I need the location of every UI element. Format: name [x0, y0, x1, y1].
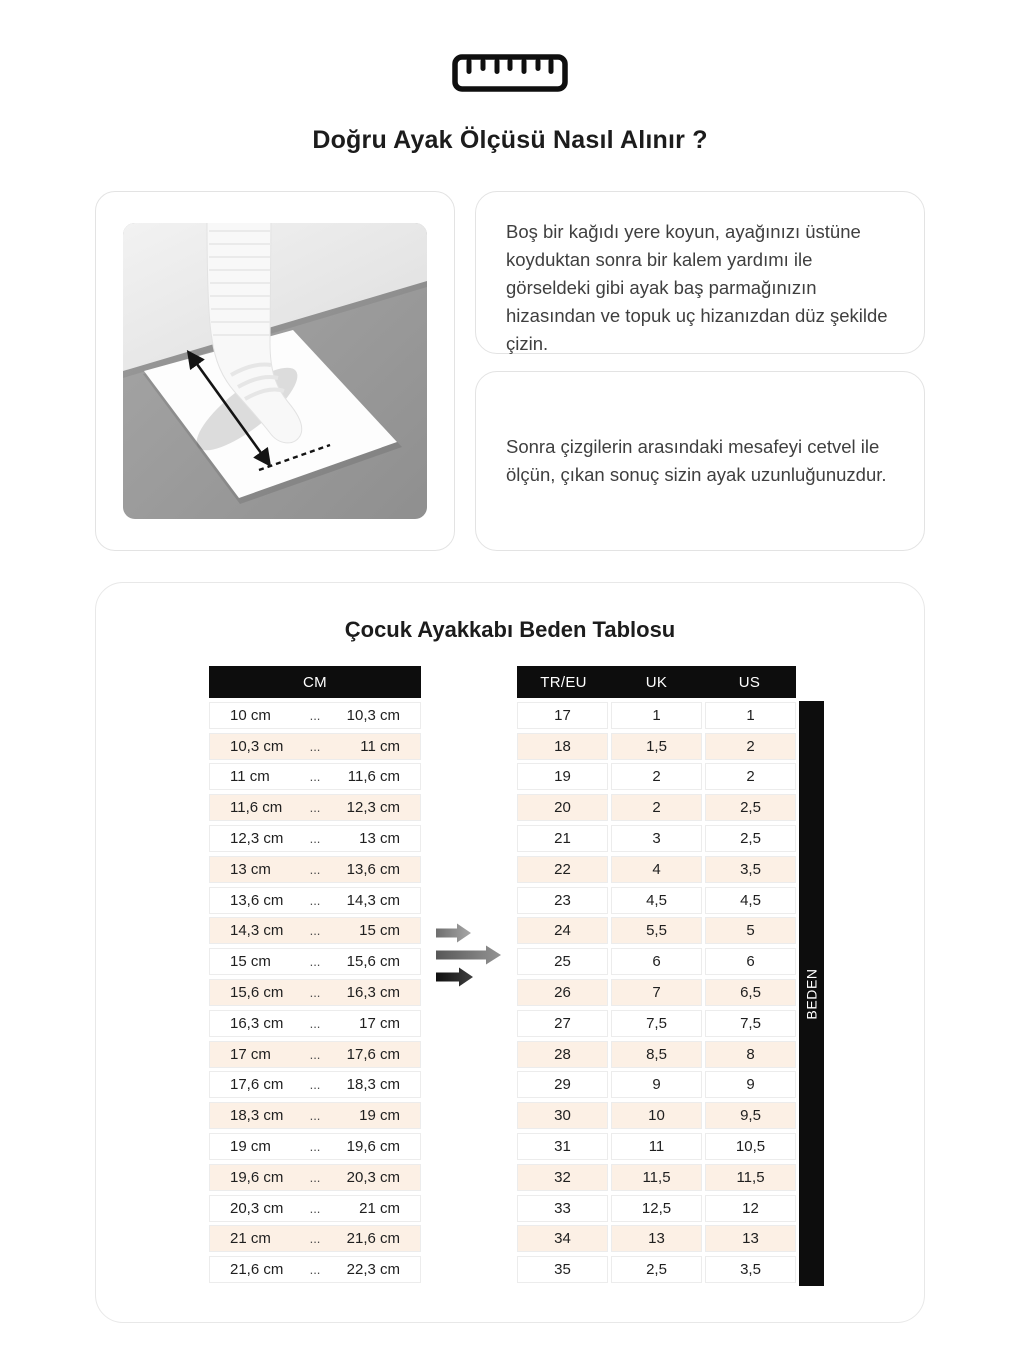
range-dots: ... — [309, 1169, 321, 1185]
cm-to-value: 15 cm — [359, 922, 400, 940]
cm-range-row — [209, 1164, 421, 1191]
size-col-treu: TR/EU — [540, 673, 587, 691]
size-col-us: US — [738, 673, 761, 691]
cm-to-value: 12,3 cm — [346, 799, 400, 817]
us-size-value: 6 — [705, 948, 796, 975]
cm-range-row — [209, 1225, 421, 1252]
size-table-row — [517, 702, 796, 729]
cm-to-value: 21,6 cm — [346, 1230, 400, 1248]
cm-from-value: 16,3 cm — [230, 1014, 284, 1032]
cm-range-row — [209, 1010, 421, 1037]
size-table-row — [517, 1071, 796, 1098]
range-dots: ... — [309, 984, 321, 1000]
uk-size-value: 10 — [611, 1102, 702, 1129]
beden-side-bar — [799, 701, 824, 1286]
range-dots: ... — [309, 1015, 321, 1031]
page-title: Doğru Ayak Ölçüsü Nasıl Alınır ? — [312, 126, 708, 154]
measurement-instructions-section — [95, 191, 925, 551]
us-size-value: 4,5 — [705, 887, 796, 914]
uk-size-value: 7 — [611, 979, 702, 1006]
us-size-value: 5 — [705, 917, 796, 944]
cm-range-row — [209, 1195, 421, 1222]
cm-from-value: 11 cm — [230, 768, 270, 786]
uk-size-value: 9 — [611, 1071, 702, 1098]
cm-to-value: 16,3 cm — [346, 983, 400, 1001]
treu-size-value: 34 — [517, 1225, 608, 1252]
size-table-row — [517, 856, 796, 883]
cm-range-row — [209, 733, 421, 760]
cm-from-value: 13 cm — [230, 860, 271, 878]
size-table-row — [517, 1225, 796, 1252]
treu-size-value: 24 — [517, 917, 608, 944]
instruction-step-1 — [475, 191, 925, 354]
uk-size-value: 5,5 — [611, 917, 702, 944]
treu-size-value: 18 — [517, 733, 608, 760]
cm-to-value: 19,6 cm — [346, 1137, 400, 1155]
uk-size-value: 8,5 — [611, 1041, 702, 1068]
range-dots: ... — [309, 1046, 321, 1062]
size-table-row — [517, 948, 796, 975]
foot-photo-card — [95, 191, 455, 551]
cm-range-row — [209, 825, 421, 852]
size-table-row — [517, 1041, 796, 1068]
size-tables-row — [96, 666, 924, 1286]
cm-to-value: 15,6 cm — [346, 953, 400, 971]
size-table-row — [517, 887, 796, 914]
cm-to-value: 10,3 cm — [346, 706, 400, 724]
cm-range-row — [209, 1133, 421, 1160]
size-table-row — [517, 763, 796, 790]
treu-size-value: 21 — [517, 825, 608, 852]
cm-range-row — [209, 1071, 421, 1098]
cm-range-row — [209, 1041, 421, 1068]
cm-to-value: 11 cm — [360, 737, 400, 755]
uk-size-value: 3 — [611, 825, 702, 852]
cm-from-value: 11,6 cm — [230, 799, 283, 817]
cm-from-value: 15 cm — [230, 953, 271, 971]
cm-range-row — [209, 979, 421, 1006]
uk-size-value: 7,5 — [611, 1010, 702, 1037]
treu-size-value: 22 — [517, 856, 608, 883]
size-table-row — [517, 917, 796, 944]
range-dots: ... — [309, 892, 321, 908]
treu-size-value: 28 — [517, 1041, 608, 1068]
uk-size-value: 4,5 — [611, 887, 702, 914]
cm-range-table — [209, 666, 421, 1283]
us-size-value: 9,5 — [705, 1102, 796, 1129]
cm-to-value: 19 cm — [359, 1107, 400, 1125]
treu-size-value: 30 — [517, 1102, 608, 1129]
size-table-row — [517, 1164, 796, 1191]
uk-size-value: 11,5 — [611, 1164, 702, 1191]
cm-range-row — [209, 1256, 421, 1283]
treu-size-value: 20 — [517, 794, 608, 821]
treu-size-value: 26 — [517, 979, 608, 1006]
cm-range-row — [209, 887, 421, 914]
range-dots: ... — [309, 738, 321, 754]
size-table-title: Çocuk Ayakkabı Beden Tablosu — [344, 617, 676, 642]
cm-range-row — [209, 856, 421, 883]
treu-size-value: 29 — [517, 1071, 608, 1098]
cm-from-value: 18,3 cm — [230, 1107, 284, 1125]
range-dots: ... — [309, 1108, 321, 1124]
size-table-row — [517, 1195, 796, 1222]
treu-size-value: 33 — [517, 1195, 608, 1222]
shoe-size-table — [517, 666, 796, 1283]
uk-size-value: 2 — [611, 794, 702, 821]
cm-from-value: 14,3 cm — [230, 922, 284, 940]
cm-to-value: 18,3 cm — [346, 1076, 400, 1094]
cm-to-value: 14,3 cm — [346, 891, 400, 909]
ruler-icon — [452, 54, 568, 92]
treu-size-value: 31 — [517, 1133, 608, 1160]
size-table-row — [517, 733, 796, 760]
range-dots: ... — [309, 1231, 321, 1247]
uk-size-value: 11 — [611, 1133, 702, 1160]
us-size-value: 3,5 — [705, 856, 796, 883]
size-table-row — [517, 794, 796, 821]
size-table-body — [517, 702, 796, 1283]
us-size-value: 2 — [705, 763, 796, 790]
treu-size-value: 25 — [517, 948, 608, 975]
range-dots: ... — [309, 800, 321, 816]
cm-range-row — [209, 917, 421, 944]
cm-range-row — [209, 794, 421, 821]
size-table-row — [517, 979, 796, 1006]
range-dots: ... — [309, 830, 321, 846]
size-table-row — [517, 1102, 796, 1129]
us-size-value: 13 — [705, 1225, 796, 1252]
range-dots: ... — [309, 1200, 321, 1216]
uk-size-value: 6 — [611, 948, 702, 975]
size-table-header — [517, 666, 796, 698]
cm-from-value: 13,6 cm — [230, 891, 284, 909]
header-icon-row — [0, 0, 1020, 92]
us-size-value: 10,5 — [705, 1133, 796, 1160]
beden-label: BEDEN — [803, 967, 820, 1020]
us-size-value: 6,5 — [705, 979, 796, 1006]
cm-range-row — [209, 702, 421, 729]
cm-to-value: 22,3 cm — [346, 1261, 400, 1279]
cm-to-value: 13 cm — [359, 829, 400, 847]
cm-from-value: 21,6 cm — [230, 1261, 284, 1279]
cm-to-value: 17 cm — [359, 1014, 400, 1032]
instruction-step-2 — [475, 371, 925, 551]
uk-size-value: 2 — [611, 763, 702, 790]
size-table-row — [517, 1133, 796, 1160]
uk-size-value: 12,5 — [611, 1195, 702, 1222]
cm-to-value: 11,6 cm — [347, 768, 400, 786]
cm-to-value: 17,6 cm — [346, 1045, 400, 1063]
treu-size-value: 32 — [517, 1164, 608, 1191]
uk-size-value: 13 — [611, 1225, 702, 1252]
treu-size-value: 23 — [517, 887, 608, 914]
cm-table-header: CM — [209, 666, 421, 698]
cm-to-value: 21 cm — [359, 1199, 400, 1217]
cm-range-row — [209, 948, 421, 975]
us-size-value: 8 — [705, 1041, 796, 1068]
us-size-value: 11,5 — [705, 1164, 796, 1191]
us-size-value: 9 — [705, 1071, 796, 1098]
treu-size-value: 19 — [517, 763, 608, 790]
range-dots: ... — [309, 769, 321, 785]
size-table-row — [517, 1010, 796, 1037]
instruction-step-1-text: Boş bir kağıdı yere koyun, ayağınızı üstüne koyduktan sonra bir kalem yardımı ile görseldeki gibi ayak baş parmağınızın hizasından ve topuk uç hizanızdan düz şekilde çizin. — [506, 221, 888, 354]
cm-to-value: 13,6 cm — [346, 860, 400, 878]
cm-from-value: 19,6 cm — [230, 1168, 284, 1186]
uk-size-value: 1,5 — [611, 733, 702, 760]
size-table-row — [517, 825, 796, 852]
size-table-section — [95, 582, 925, 1323]
instruction-step-2-text: Sonra çizgilerin arasındaki mesafeyi cetvel ile ölçün, çıkan sonuç sizin ayak uzunluğunuzdur. — [506, 436, 887, 485]
us-size-value: 7,5 — [705, 1010, 796, 1037]
range-dots: ... — [309, 954, 321, 970]
cm-range-row — [209, 763, 421, 790]
us-size-value: 12 — [705, 1195, 796, 1222]
foot-measurement-photo — [123, 223, 427, 519]
us-size-value: 2 — [705, 733, 796, 760]
size-col-uk: UK — [645, 673, 668, 691]
treu-size-value: 35 — [517, 1256, 608, 1283]
cm-from-value: 10,3 cm — [230, 737, 284, 755]
size-table-row — [517, 1256, 796, 1283]
range-dots: ... — [309, 1077, 321, 1093]
us-size-value: 3,5 — [705, 1256, 796, 1283]
range-dots: ... — [309, 707, 321, 723]
right-arrows-icon — [434, 923, 504, 987]
us-size-value: 2,5 — [705, 825, 796, 852]
range-dots: ... — [309, 1262, 321, 1278]
uk-size-value: 2,5 — [611, 1256, 702, 1283]
cm-range-row — [209, 1102, 421, 1129]
cm-from-value: 12,3 cm — [230, 829, 284, 847]
cm-from-value: 21 cm — [230, 1230, 271, 1248]
uk-size-value: 1 — [611, 702, 702, 729]
us-size-value: 1 — [705, 702, 796, 729]
range-dots: ... — [309, 861, 321, 877]
cm-table-body — [209, 702, 421, 1283]
range-dots: ... — [309, 923, 321, 939]
cm-from-value: 19 cm — [230, 1137, 271, 1155]
uk-size-value: 4 — [611, 856, 702, 883]
cm-from-value: 17 cm — [230, 1045, 271, 1063]
cm-to-value: 20,3 cm — [346, 1168, 400, 1186]
cm-from-value: 15,6 cm — [230, 983, 284, 1001]
range-dots: ... — [309, 1138, 321, 1154]
cm-from-value: 10 cm — [230, 706, 271, 724]
treu-size-value: 27 — [517, 1010, 608, 1037]
treu-size-value: 17 — [517, 702, 608, 729]
us-size-value: 2,5 — [705, 794, 796, 821]
conversion-arrows — [421, 666, 517, 1283]
cm-from-value: 20,3 cm — [230, 1199, 284, 1217]
cm-from-value: 17,6 cm — [230, 1076, 284, 1094]
instruction-steps — [475, 191, 925, 551]
